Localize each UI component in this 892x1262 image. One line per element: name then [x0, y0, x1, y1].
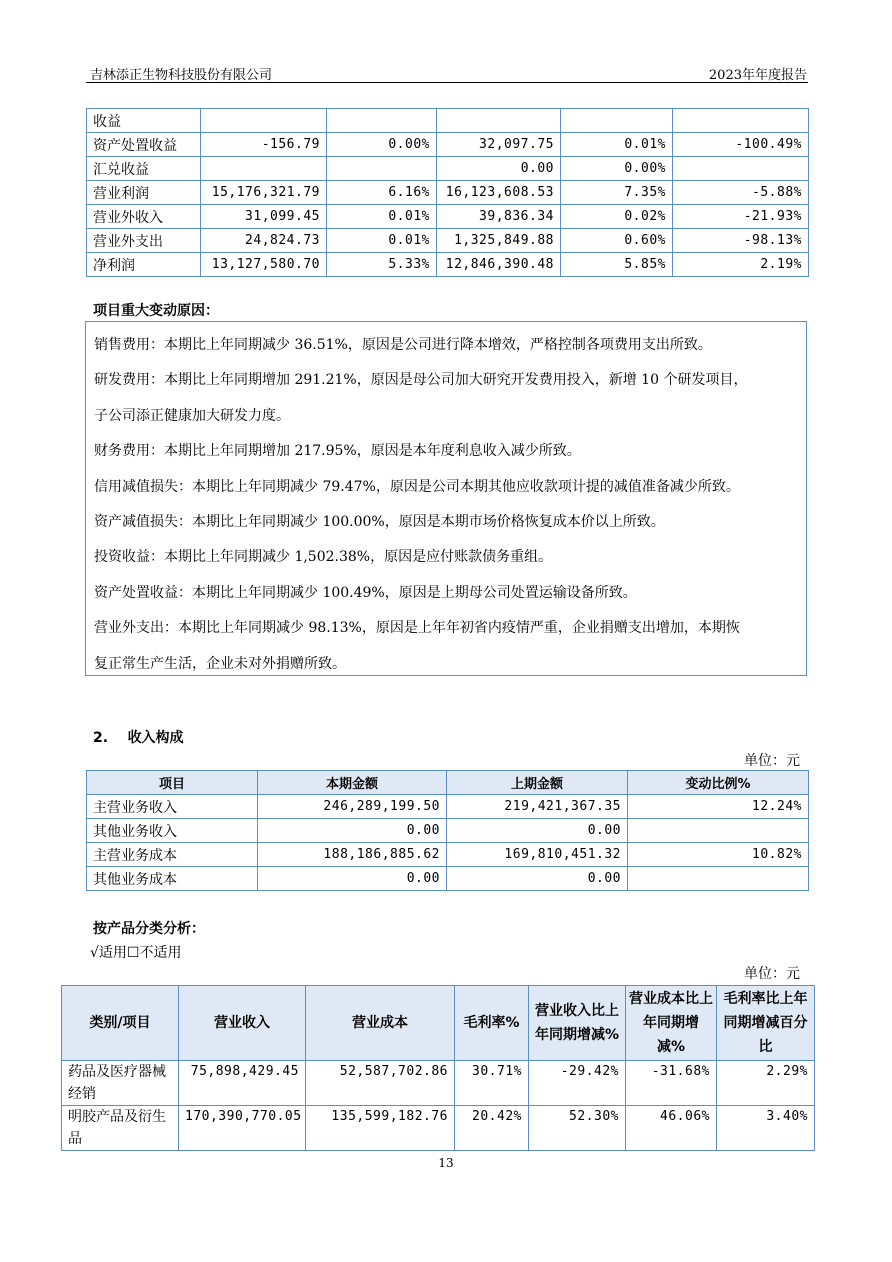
- table-cell: 20.42%: [455, 1106, 529, 1151]
- table-cell: [673, 157, 809, 181]
- table-cell: [201, 157, 327, 181]
- reason-line: 复正常生产生活，企业未对外捐赠所致。: [94, 655, 346, 672]
- reasons-title: 项目重大变动原因：: [93, 303, 219, 319]
- table-cell: -21.93%: [673, 205, 809, 229]
- table-cell: 46.06%: [626, 1106, 717, 1151]
- table-cell: -100.49%: [673, 133, 809, 157]
- column-header: 项目: [87, 771, 258, 795]
- table-cell: 0.60%: [561, 229, 673, 253]
- product-unit: 单位：元: [744, 966, 800, 982]
- table-cell: 0.01%: [561, 133, 673, 157]
- table-cell: 6.16%: [327, 181, 437, 205]
- table-row: [87, 181, 809, 205]
- table-cell: 31,099.45: [201, 205, 327, 229]
- report-title: 2023年年度报告: [708, 68, 807, 83]
- table-cell: 219,421,367.35: [447, 795, 628, 819]
- table-cell: [673, 109, 809, 133]
- table-row: [87, 819, 809, 843]
- reason-line: 资产减值损失：本期比上年同期减少 100.00%，原因是本期市场价格恢复成本价以上所致。: [94, 514, 665, 531]
- table-cell: -156.79: [201, 133, 327, 157]
- table-cell: 135,599,182.76: [306, 1106, 455, 1151]
- table-row: [87, 229, 809, 253]
- table-cell: 1,325,849.88: [437, 229, 561, 253]
- product-analysis-title: 按产品分类分析：: [93, 921, 205, 937]
- company-name: 吉林添正生物科技股份有限公司: [90, 68, 273, 83]
- revenue-composition-table: [86, 770, 809, 891]
- reasons-box: [85, 321, 807, 676]
- table-cell: 0.00: [447, 819, 628, 843]
- section2-unit: 单位：元: [744, 753, 800, 769]
- section2-heading: [93, 727, 184, 747]
- table-cell: 营业利润: [87, 181, 201, 205]
- table-cell: 30.71%: [455, 1061, 529, 1106]
- reason-line: 财务费用：本期比上年同期增加 217.95%，原因是本年度利息收入减少所致。: [94, 443, 581, 460]
- table-cell: [437, 109, 561, 133]
- table-cell: 0.00: [258, 819, 447, 843]
- table-cell: [327, 157, 437, 181]
- table-cell: 5.85%: [561, 253, 673, 277]
- table-cell: 12.24%: [628, 795, 809, 819]
- reason-line: 销售费用：本期比上年同期减少 36.51%，原因是公司进行降本增效，严格控制各项费用支出所致。: [94, 337, 712, 353]
- table-cell: 2.29%: [717, 1061, 815, 1106]
- table-cell: 0.00%: [561, 157, 673, 181]
- table-cell: 主营业务收入: [87, 795, 258, 819]
- table-cell: -98.13%: [673, 229, 809, 253]
- reason-line: 资产处置收益：本期比上年同期减少 100.49%，原因是上期母公司处置运输设备所致。: [94, 584, 637, 601]
- reason-line: 子公司添正健康加大研发力度。: [94, 407, 290, 424]
- table-cell: 13,127,580.70: [201, 253, 327, 277]
- table-row: [62, 1106, 815, 1151]
- column-header: 营业成本: [306, 986, 455, 1061]
- column-header: 类别/项目: [62, 986, 179, 1061]
- table-row: [87, 157, 809, 181]
- table-cell: 0.00: [258, 867, 447, 891]
- table-row: [87, 205, 809, 229]
- table-row: [87, 843, 809, 867]
- table-row: [87, 253, 809, 277]
- table-cell: [327, 109, 437, 133]
- table-row: [87, 795, 809, 819]
- table-cell: 收益: [87, 109, 201, 133]
- table-cell: 188,186,885.62: [258, 843, 447, 867]
- table-cell: 药品及医疗器械经销: [62, 1061, 179, 1106]
- table-cell: 净利润: [87, 253, 201, 277]
- table-cell: 0.00: [447, 867, 628, 891]
- applicability-check: √适用☐不适用: [90, 945, 182, 961]
- column-header: 上期金额: [447, 771, 628, 795]
- column-header: 毛利率比上年同期增减百分比: [717, 986, 815, 1061]
- table-cell: 52.30%: [529, 1106, 626, 1151]
- reason-line: 研发费用：本期比上年同期增加 291.21%，原因是母公司加大研究开发费用投入，新增 10 个研发项目，: [94, 372, 748, 389]
- reason-line: 投资收益：本期比上年同期减少 1,502.38%，原因是应付账款债务重组。: [94, 549, 553, 566]
- page-number: 13: [438, 1156, 454, 1170]
- table-cell: 营业外收入: [87, 205, 201, 229]
- table-cell: 0.02%: [561, 205, 673, 229]
- product-analysis-table: [61, 985, 815, 1151]
- table-cell: [201, 109, 327, 133]
- table-cell: 52,587,702.86: [306, 1061, 455, 1106]
- reason-line: 营业外支出：本期比上年同期减少 98.13%，原因是上年年初省内疫情严重，企业捐赠支出增加，本期恢: [94, 620, 740, 637]
- table-cell: 营业外支出: [87, 229, 201, 253]
- table-header-row: [62, 986, 815, 1061]
- column-header: 营业收入: [179, 986, 306, 1061]
- table-cell: -5.88%: [673, 181, 809, 205]
- table-cell: 0.01%: [327, 229, 437, 253]
- table-cell: 10.82%: [628, 843, 809, 867]
- table-cell: 5.33%: [327, 253, 437, 277]
- header-divider: [86, 82, 808, 83]
- table-cell: 3.40%: [717, 1106, 815, 1151]
- table-cell: 2.19%: [673, 253, 809, 277]
- table-cell: 资产处置收益: [87, 133, 201, 157]
- table-cell: 15,176,321.79: [201, 181, 327, 205]
- table-cell: 75,898,429.45: [179, 1061, 306, 1106]
- table-cell: [628, 867, 809, 891]
- column-header: 本期金额: [258, 771, 447, 795]
- table-cell: 明胶产品及衍生品: [62, 1106, 179, 1151]
- table-cell: -29.42%: [529, 1061, 626, 1106]
- table-cell: 7.35%: [561, 181, 673, 205]
- table-cell: [561, 109, 673, 133]
- table-cell: 32,097.75: [437, 133, 561, 157]
- table-cell: 主营业务成本: [87, 843, 258, 867]
- income-statement-table: [86, 108, 809, 277]
- table-cell: 16,123,608.53: [437, 181, 561, 205]
- table-cell: -31.68%: [626, 1061, 717, 1106]
- reason-line: 信用减值损失：本期比上年同期减少 79.47%，原因是公司本期其他应收款项计提的减值准备减少所致。: [94, 478, 740, 495]
- table-cell: 其他业务收入: [87, 819, 258, 843]
- column-header: 毛利率%: [455, 986, 529, 1061]
- column-header: 营业收入比上年同期增减%: [529, 986, 626, 1061]
- section2-title: 收入构成: [127, 730, 184, 746]
- table-row: [87, 867, 809, 891]
- table-cell: 汇兑收益: [87, 157, 201, 181]
- table-cell: 24,824.73: [201, 229, 327, 253]
- column-header: 变动比例%: [628, 771, 809, 795]
- table-cell: 12,846,390.48: [437, 253, 561, 277]
- column-header: 营业成本比上年同期增减%: [626, 986, 717, 1061]
- table-cell: 169,810,451.32: [447, 843, 628, 867]
- table-cell: 0.01%: [327, 205, 437, 229]
- table-cell: 0.00: [437, 157, 561, 181]
- table-header-row: [87, 771, 809, 795]
- table-row: [87, 109, 809, 133]
- section2-number: 2.: [93, 730, 109, 746]
- table-cell: 其他业务成本: [87, 867, 258, 891]
- table-cell: 39,836.34: [437, 205, 561, 229]
- table-cell: 170,390,770.05: [179, 1106, 306, 1151]
- table-cell: 0.00%: [327, 133, 437, 157]
- table-row: [87, 133, 809, 157]
- table-cell: [628, 819, 809, 843]
- table-cell: 246,289,199.50: [258, 795, 447, 819]
- table-row: [62, 1061, 815, 1106]
